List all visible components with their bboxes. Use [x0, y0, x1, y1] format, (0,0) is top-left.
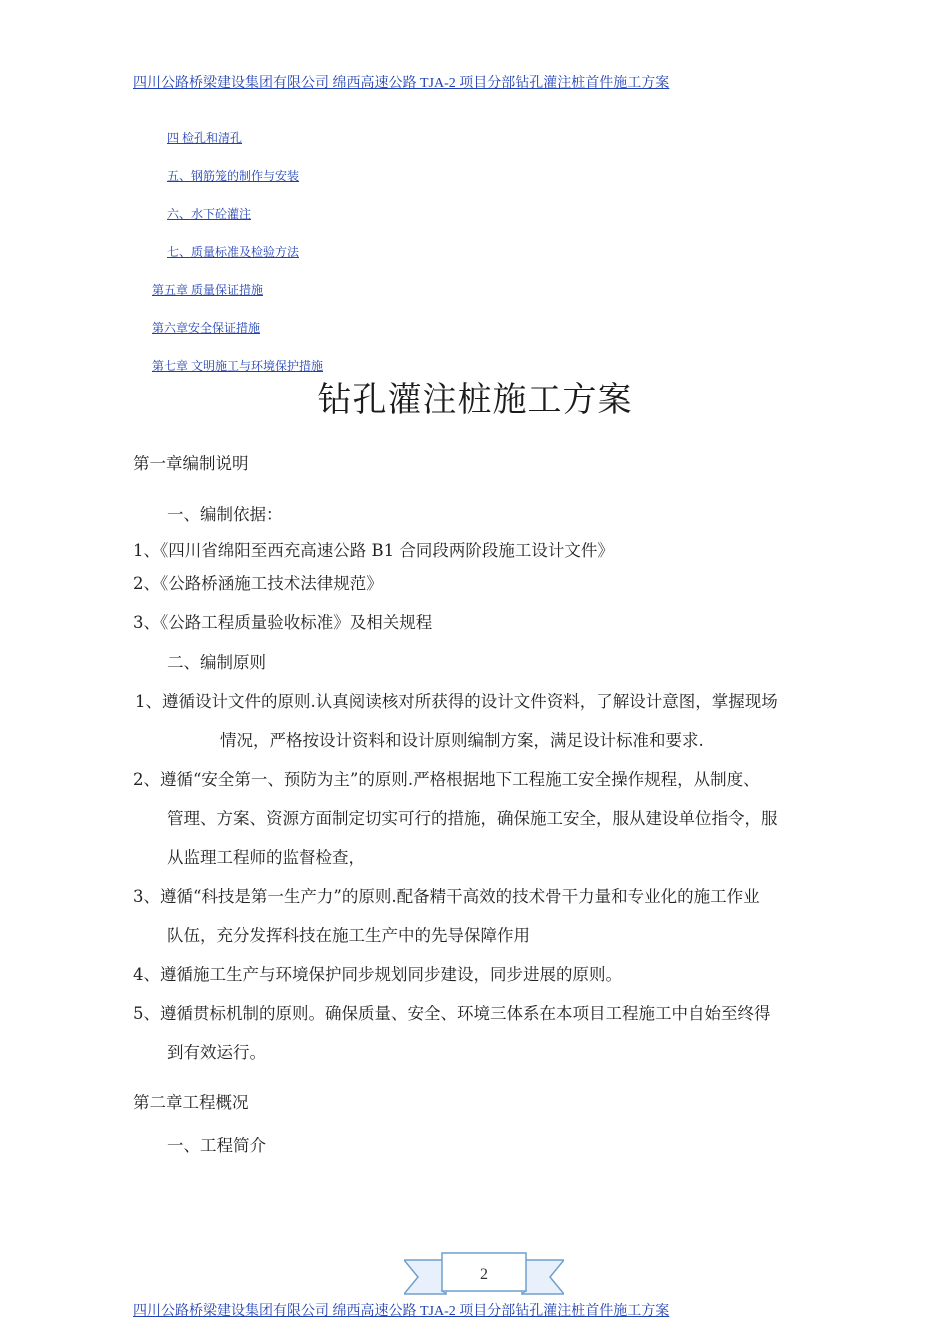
principle-line: 5、遵循贯标机制的原则。确保质量、安全、环境三体系在本项目工程施工中自始至终得 — [133, 1004, 771, 1023]
principle-line: 4、遵循施工生产与环境保护同步规划同步建设，同步进展的原则。 — [133, 965, 622, 984]
principle-line: 管理、方案、资源方面制定切实可行的措施，确保施工安全，服从建设单位指令，服 — [167, 809, 778, 828]
section-heading: 一、工程简介 — [167, 1136, 266, 1155]
principle-line: 3、遵循“科技是第一生产力”的原则.配备精干高效的技术骨干力量和专业化的施工作业 — [133, 887, 760, 906]
principle-line: 情况，严格按设计资料和设计原则编制方案，满足设计标准和要求. — [220, 731, 704, 750]
principle-line: 2、遵循“安全第一、预防为主”的原则.严格根据地下工程施工安全操作规程，从制度、 — [133, 770, 760, 789]
toc-item-chapter7[interactable]: 第七章 文明施工与环境保护措施 — [152, 359, 324, 373]
toc-item-chapter6[interactable]: 第六章安全保证措施 — [152, 321, 261, 335]
principle-line: 队伍，充分发挥科技在施工生产中的先导保障作用 — [167, 926, 530, 945]
document-title: 钻孔灌注桩施工方案 — [317, 380, 633, 420]
basis-item: 3、《公路工程质量验收标准》及相关规程 — [133, 613, 433, 632]
principle-line: 1、遵循设计文件的原则.认真阅读核对所获得的设计文件资料，了解设计意图，掌握现场 — [135, 692, 778, 711]
toc-item-underwater-concrete[interactable]: 六、水下砼灌注 — [167, 207, 252, 221]
section-heading: 二、编制原则 — [167, 653, 266, 672]
section-heading: 一、编制依据： — [167, 505, 283, 524]
header-link[interactable]: 四川公路桥梁建设集团有限公司 绵西高速公路 TJA-2 项目分部钻孔灌注桩首件施工方案 — [133, 76, 670, 91]
chapter-heading: 第二章工程概况 — [133, 1093, 249, 1112]
page-number-badge — [404, 1250, 564, 1300]
principle-line: 到有效运行。 — [167, 1043, 266, 1062]
chapter-heading: 第一章编制说明 — [133, 454, 249, 473]
basis-item: 2、《公路桥涵施工技术法律规范》 — [133, 574, 383, 593]
footer-link[interactable]: 四川公路桥梁建设集团有限公司 绵西高速公路 TJA-2 项目分部钻孔灌注桩首件施工方案 — [133, 1304, 670, 1319]
toc-item-chapter5[interactable]: 第五章 质量保证措施 — [152, 283, 264, 297]
toc-item-rebar-cage[interactable]: 五、钢筋笼的制作与安装 — [167, 169, 300, 183]
principle-line: 从监理工程师的监督检查， — [167, 848, 365, 867]
toc-item-inspection[interactable]: 四 检孔和清孔 — [167, 131, 243, 145]
toc-item-quality-standard[interactable]: 七、质量标准及检验方法 — [167, 245, 300, 259]
page-number: 2 — [480, 1266, 488, 1283]
basis-item: 1、《四川省绵阳至西充高速公路 B1 合同段两阶段施工设计文件》 — [133, 541, 614, 560]
